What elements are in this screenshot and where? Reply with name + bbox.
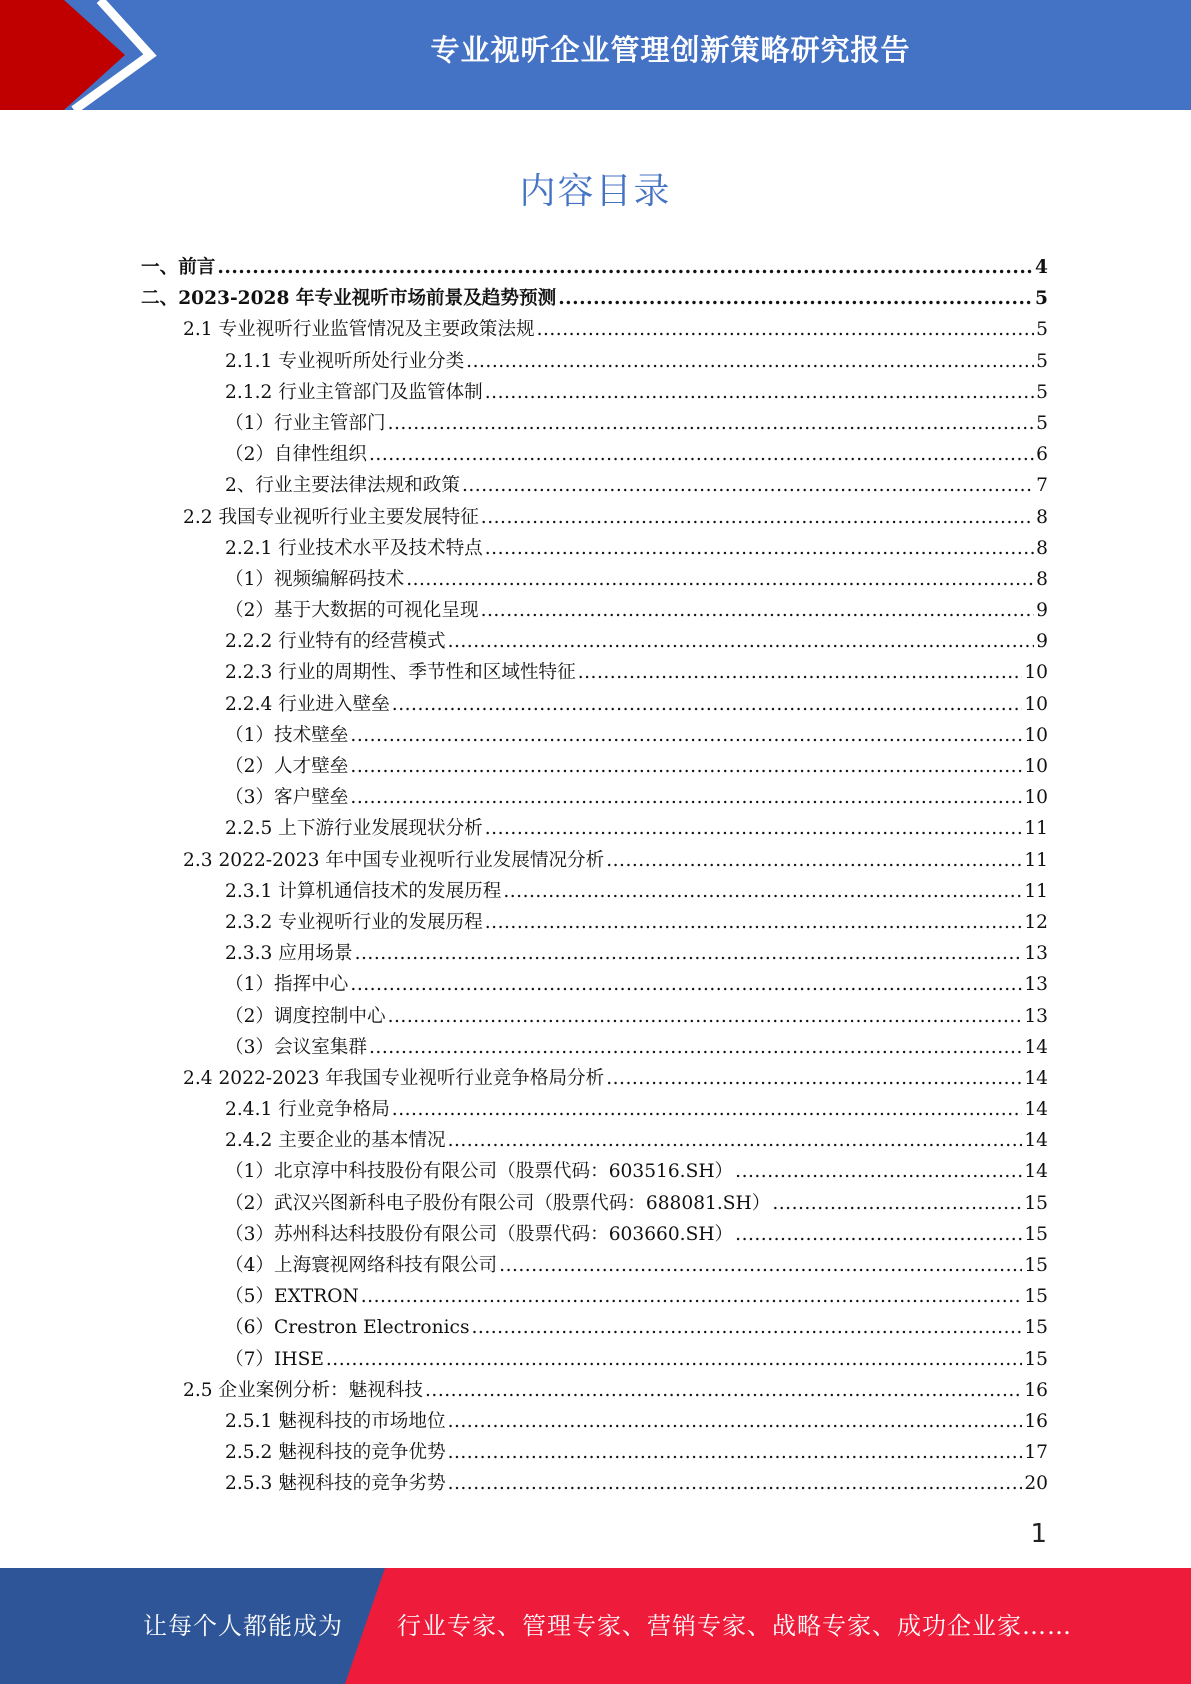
toc-dot-leader	[217, 257, 1033, 278]
toc-entry[interactable]	[141, 846, 1048, 877]
toc-dot-leader	[392, 1099, 1023, 1120]
toc-entry-text: （6）Crestron Electronics	[225, 1317, 470, 1339]
toc-dot-leader	[735, 1224, 1022, 1245]
toc-entry-page: 15	[1024, 1317, 1048, 1339]
page-footer	[0, 1568, 1191, 1684]
toc-dot-leader	[578, 662, 1023, 683]
toc-entry-text: （1）技术壁垒	[225, 724, 349, 746]
toc-entry-page: 5	[1036, 350, 1048, 372]
toc-entry[interactable]	[141, 1251, 1048, 1282]
toc-entry[interactable]	[141, 1407, 1048, 1438]
toc-entry-page: 8	[1036, 537, 1048, 559]
toc-entry-text: （3）客户壁垒	[225, 787, 349, 809]
toc-dot-leader	[388, 413, 1035, 434]
toc-dot-leader	[355, 943, 1023, 964]
toc-entry-page: 14	[1024, 1161, 1048, 1183]
toc-entry-text: （3）会议室集群	[225, 1036, 367, 1058]
toc-dot-leader	[481, 507, 1034, 528]
toc-entry-text: （7）IHSE	[225, 1348, 324, 1370]
toc-entry-page: 5	[1035, 288, 1048, 310]
toc-entry[interactable]	[141, 877, 1048, 908]
toc-entry-page: 4	[1035, 257, 1048, 278]
toc-entry[interactable]	[141, 1313, 1048, 1344]
toc-entry[interactable]	[141, 1033, 1048, 1064]
toc-dot-leader	[472, 1317, 1023, 1338]
toc-entry-page: 7	[1036, 475, 1048, 497]
toc-dot-leader	[466, 351, 1034, 372]
toc-dot-leader	[485, 382, 1034, 403]
toc-entry-page: 15	[1024, 1255, 1048, 1276]
toc-entry[interactable]	[141, 1095, 1048, 1126]
toc-entry-page: 13	[1024, 974, 1048, 996]
toc-entry[interactable]	[141, 1157, 1048, 1188]
toc-entry[interactable]	[141, 253, 1048, 284]
report-title: 专业视听企业管理创新策略研究报告	[430, 33, 911, 67]
toc-entry-text: （1）行业主管部门	[225, 412, 386, 434]
toc-dot-leader	[388, 1006, 1023, 1027]
toc-dot-leader	[503, 881, 1022, 902]
toc-entry[interactable]	[141, 1126, 1048, 1157]
toc-entry[interactable]	[141, 596, 1048, 627]
toc-entry-text: 二、2023-2028 年专业视听市场前景及趋势预测	[141, 288, 557, 310]
toc-entry-page: 15	[1024, 1223, 1048, 1245]
toc-entry[interactable]	[141, 534, 1048, 565]
toc-entry-page: 15	[1024, 1348, 1048, 1370]
toc-entry-page: 14	[1024, 1099, 1048, 1121]
toc-entry-text: 2.1 专业视听行业监管情况及主要政策法规	[183, 319, 535, 341]
toc-entry[interactable]	[141, 752, 1048, 783]
toc-dot-leader	[448, 1411, 1023, 1432]
toc-entry-text: （2）自律性组织	[225, 444, 367, 466]
toc-dot-leader	[485, 818, 1023, 839]
toc-entry-page: 15	[1024, 1286, 1048, 1308]
toc-dot-leader	[350, 725, 1022, 746]
toc-entry-text: 2.1.1 专业视听所处行业分类	[225, 350, 465, 372]
toc-dot-leader	[350, 756, 1022, 777]
toc-dot-leader	[369, 1037, 1022, 1058]
toc-dot-leader	[735, 1161, 1022, 1182]
toc-entry-text: 2.4.1 行业竞争格局	[225, 1099, 390, 1121]
toc-entry[interactable]	[141, 1189, 1048, 1220]
toc-entry-text: （2）武汉兴图新科电子股份有限公司（股票代码：688081.SH）	[225, 1192, 771, 1214]
toc-entry-page: 14	[1024, 1130, 1048, 1152]
toc-entry-text: 2.4 2022-2023 年我国专业视听行业竞争格局分析	[183, 1067, 605, 1089]
toc-dot-leader	[406, 569, 1034, 590]
toc-entry-text: 2.3 2022-2023 年中国专业视听行业发展情况分析	[183, 849, 605, 871]
toc-entry-text: （1）北京淳中科技股份有限公司（股票代码：603516.SH）	[225, 1161, 734, 1183]
toc-dot-leader	[537, 319, 1035, 340]
toc-dot-leader	[326, 1349, 1022, 1370]
toc-entry-text: 2.3.2 专业视听行业的发展历程	[225, 911, 483, 933]
toc-entry-page: 6	[1036, 444, 1048, 466]
toc-entry-text: 2.2 我国专业视听行业主要发展特征	[183, 506, 479, 528]
toc-entry-page: 10	[1024, 662, 1048, 684]
toc-entry[interactable]	[141, 315, 1048, 346]
page-header	[0, 0, 1191, 110]
toc-entry[interactable]	[141, 814, 1048, 845]
toc-dot-leader	[448, 1473, 1023, 1494]
toc-entry-page: 10	[1024, 756, 1048, 777]
toc-entry-text: （2）调度控制中心	[225, 1005, 386, 1027]
toc-entry-page: 13	[1024, 1005, 1048, 1027]
toc-entry-text: 2.2.3 行业的周期性、季节性和区域性特征	[225, 662, 576, 684]
toc-dot-leader	[558, 288, 1033, 309]
toc-entry-text: （4）上海寰视网络科技有限公司	[225, 1255, 498, 1276]
toc-entry[interactable]	[141, 970, 1048, 1001]
toc-entry-text: 一、前言	[141, 257, 216, 278]
toc-dot-leader	[462, 475, 1034, 496]
toc-entry-page: 10	[1024, 724, 1048, 746]
toc-entry-page: 20	[1024, 1473, 1048, 1495]
toc-dot-leader	[499, 1255, 1022, 1276]
toc-entry[interactable]	[141, 471, 1048, 502]
toc-entry-page: 9	[1036, 631, 1048, 653]
toc-dot-leader	[606, 1068, 1022, 1089]
toc-entry-text: 2.5.2 魅视科技的竞争优势	[225, 1442, 446, 1464]
toc-entry-page: 17	[1024, 1442, 1048, 1464]
toc-entry-text: 2.2.2 行业特有的经营模式	[225, 631, 446, 653]
toc-entry[interactable]	[141, 783, 1048, 814]
toc-entry-page: 16	[1024, 1410, 1048, 1432]
toc-entry-page: 8	[1036, 568, 1048, 590]
table-of-contents	[141, 253, 1048, 1501]
toc-dot-leader	[448, 1442, 1023, 1463]
toc-entry[interactable]	[141, 409, 1048, 440]
toc-dot-leader	[369, 444, 1034, 465]
toc-entry[interactable]	[141, 1438, 1048, 1469]
toc-dot-leader	[448, 1130, 1023, 1151]
toc-entry-text: 2.5.3 魅视科技的竞争劣势	[225, 1473, 446, 1495]
toc-dot-leader	[350, 974, 1022, 995]
toc-entry-text: 2.2.5 上下游行业发展现状分析	[225, 818, 483, 840]
toc-entry-page: 13	[1024, 943, 1048, 965]
toc-entry-page: 14	[1024, 1067, 1048, 1089]
toc-entry[interactable]	[141, 1064, 1048, 1095]
toc-entry-text: （1）指挥中心	[225, 974, 349, 996]
footer-slogan-left: 让每个人都能成为	[143, 1612, 343, 1640]
toc-entry[interactable]	[141, 1469, 1048, 1500]
footer-slogan-right: 行业专家、管理专家、营销专家、战略专家、成功企业家……	[397, 1612, 1072, 1640]
toc-entry-text: 2.5 企业案例分析：魅视科技	[183, 1379, 424, 1401]
toc-entry-text: （2）人才壁垒	[225, 756, 349, 777]
toc-entry[interactable]	[141, 440, 1048, 471]
toc-entry-text: 2.3.3 应用场景	[225, 943, 353, 965]
toc-entry-text: 2.3.1 计算机通信技术的发展历程	[225, 880, 502, 902]
toc-entry-page: 10	[1024, 787, 1048, 809]
toc-dot-leader	[448, 631, 1035, 652]
toc-entry-page: 5	[1036, 412, 1048, 434]
toc-entry[interactable]	[141, 939, 1048, 970]
toc-entry[interactable]	[141, 1345, 1048, 1376]
toc-entry[interactable]	[141, 284, 1048, 315]
toc-title: 内容目录	[519, 171, 672, 212]
toc-entry[interactable]	[141, 1220, 1048, 1251]
toc-dot-leader	[392, 694, 1023, 715]
toc-entry[interactable]	[141, 627, 1048, 658]
toc-entry[interactable]	[141, 690, 1048, 721]
page-number: 1	[1030, 1519, 1047, 1549]
toc-entry-page: 5	[1036, 381, 1048, 403]
toc-entry-text: 2.2.4 行业进入壁垒	[225, 693, 390, 715]
toc-entry-text: 2.2.1 行业技术水平及技术特点	[225, 537, 483, 559]
toc-entry-text: 2.5.1 魅视科技的市场地位	[225, 1410, 446, 1432]
toc-entry[interactable]	[141, 1282, 1048, 1313]
toc-entry-text: 2.1.2 行业主管部门及监管体制	[225, 381, 483, 403]
toc-entry-page: 16	[1024, 1379, 1048, 1401]
toc-entry-page: 11	[1024, 849, 1048, 871]
toc-entry[interactable]	[141, 565, 1048, 596]
toc-entry-text: 2.4.2 主要企业的基本情况	[225, 1130, 446, 1152]
toc-entry[interactable]	[141, 378, 1048, 409]
toc-dot-leader	[485, 538, 1034, 559]
toc-entry-page: 15	[1024, 1192, 1048, 1214]
toc-entry-page: 11	[1024, 818, 1048, 840]
toc-dot-leader	[361, 1286, 1023, 1307]
toc-dot-leader	[485, 912, 1023, 933]
toc-entry-page: 14	[1024, 1036, 1048, 1058]
toc-entry-text: （5）EXTRON	[225, 1286, 359, 1308]
toc-entry-text: 2、行业主要法律法规和政策	[225, 475, 460, 497]
toc-entry-page: 10	[1024, 693, 1048, 715]
toc-dot-leader	[481, 600, 1035, 621]
toc-entry-page: 11	[1024, 880, 1048, 902]
toc-entry[interactable]	[141, 908, 1048, 939]
toc-entry-page: 12	[1024, 911, 1048, 933]
toc-entry-page: 8	[1036, 506, 1048, 528]
toc-entry[interactable]	[141, 1376, 1048, 1407]
toc-entry-text: （1）视频编解码技术	[225, 568, 405, 590]
toc-dot-leader	[606, 850, 1022, 871]
toc-entry-text: （2）基于大数据的可视化呈现	[225, 600, 479, 622]
toc-entry[interactable]	[141, 658, 1048, 689]
toc-dot-leader	[772, 1193, 1022, 1214]
toc-entry-page: 5	[1036, 319, 1048, 341]
toc-entry[interactable]	[141, 503, 1048, 534]
toc-dot-leader	[350, 787, 1022, 808]
toc-dot-leader	[425, 1380, 1022, 1401]
toc-entry[interactable]	[141, 347, 1048, 378]
toc-entry-page: 9	[1036, 600, 1048, 622]
toc-entry[interactable]	[141, 1002, 1048, 1033]
toc-entry[interactable]	[141, 721, 1048, 752]
toc-entry-text: （3）苏州科达科技股份有限公司（股票代码：603660.SH）	[225, 1223, 734, 1245]
